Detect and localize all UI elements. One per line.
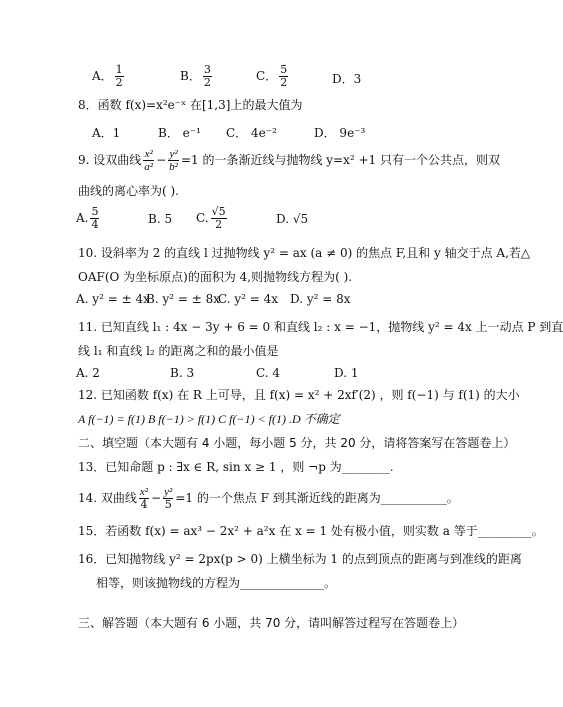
q13-text: 13．已知命题 p : ∃x ∈ R, sin x ≥ 1 ，则 ¬p 为________.	[78, 460, 394, 474]
fraction	[90, 206, 99, 231]
q14-suffix: =1 的一个焦点 F 到其渐近线的距离为___________。	[175, 491, 459, 505]
q9-line1: 9. 设双曲线 $\frac{\text{x²}}{\text{a²}}$ − $\frac{\text{y²}}{\text{b²}}$ =1 的一条渐近线与抛物线 y=x² +1 只有一个公共点，则双	[78, 148, 501, 173]
fraction	[139, 486, 149, 511]
q16-line2: 相等，则该抛物线的方程为______________。	[96, 576, 337, 590]
denominator: 4	[140, 498, 148, 511]
q10-line2: OAF(O 为坐标原点)的面积为 4,则抛物线方程为( ).	[78, 270, 353, 284]
denominator: 2	[280, 76, 288, 89]
denominator: 2	[215, 218, 223, 231]
option-label: C．	[256, 69, 278, 83]
q11-option-a: A. 2	[76, 366, 100, 380]
q9-option-c	[196, 206, 229, 231]
option-label: A．	[92, 69, 113, 83]
q7-option-c	[256, 64, 290, 89]
fraction	[279, 64, 288, 89]
q10-option-c: C. y² = 4x	[218, 292, 279, 306]
q8-option-c: C． 4e⁻²	[226, 126, 277, 140]
numerator: 1	[115, 63, 123, 76]
numerator: x²	[144, 148, 153, 160]
q8-option-b: B． e⁻¹	[158, 126, 201, 140]
denominator: b²	[169, 161, 178, 173]
denominator: a²	[144, 161, 154, 173]
denominator: 2	[203, 76, 211, 89]
q15-text: 15．若函数 f(x) = ax³ − 2x² + a²x 在 x = 1 处有极小值，则实数 a 等于_________。	[78, 524, 544, 538]
denominator: 4	[91, 218, 99, 231]
q11-line1: 11. 已知直线 l₁ : 4x − 3y + 6 = 0 和直线 l₂ : x = −1，抛物线 y² = 4x 上一动点 P 到直	[78, 320, 563, 334]
q9-option-d: D. √5	[276, 212, 309, 226]
q11-line2: 线 l₁ 和直线 l₂ 的距离之和的最小值是	[78, 344, 279, 358]
section-fill-in-title: 二、填空题（本大题有 4 小题，每小题 5 分，共 20 分，请将答案写在答题卷上）	[78, 436, 516, 450]
fraction	[143, 148, 154, 173]
numerator: 3	[203, 63, 211, 76]
fraction	[115, 64, 124, 89]
q12-line1: 12. 已知函数 f(x) 在 R 上可导，且 f(x) = x² + 2xf′(2) ，则 f(−1) 与 f(1) 的大小	[78, 388, 520, 402]
denominator: 5	[164, 498, 172, 511]
numerator: 5	[280, 63, 288, 76]
q10-option-b: B. y² = ± 8x	[146, 292, 220, 306]
q10-option-a: A. y² = ± 4x	[76, 292, 150, 306]
q9-suffix: =1 的一条渐近线与抛物线 y=x² +1 只有一个公共点，则双	[180, 153, 501, 167]
q9-prefix: 9. 设双曲线	[78, 153, 142, 167]
q11-option-b: B. 3	[170, 366, 195, 380]
q11-option-d: D. 1	[334, 366, 359, 380]
q7-option-a	[92, 64, 126, 89]
fraction	[211, 206, 227, 231]
denominator: 2	[115, 76, 123, 89]
q14-text: 14. 双曲线 $\frac{\text{x²}}{4}$ − $\frac{\text{y²}}{5}$ =1 的一个焦点 F 到其渐近线的距离为___________。	[78, 486, 459, 511]
q8-option-a: A．1	[92, 126, 121, 140]
q8-option-d: D． 9e⁻³	[314, 126, 366, 140]
q7-option-b	[180, 64, 214, 89]
fraction	[168, 148, 179, 173]
q10-line1: 10. 设斜率为 2 的直线 l 过抛物线 y² = ax (a ≠ 0) 的焦点 F,且和 y 轴交于点 A,若△	[78, 246, 531, 260]
option-label: A.	[76, 211, 89, 225]
fraction	[203, 64, 212, 89]
q12-options: A f(−1) = f(1) B f(−1) > f(1) C f(−1) < f(1) .D 不确定	[78, 412, 340, 426]
option-label: C.	[196, 211, 209, 225]
q11-option-c: C. 4	[256, 366, 281, 380]
q8-stem: 8．函数 f(x)=x²e⁻ˣ 在[1,3]上的最大值为	[78, 98, 303, 112]
numerator: y²	[164, 486, 173, 498]
section-answer-title: 三、解答题（本大题有 6 小题，共 70 分，请叫解答过程写在答题卷上）	[78, 616, 465, 630]
q7-option-d: D．3	[332, 72, 362, 86]
q16-line1: 16．已知抛物线 y² = 2px(p > 0) 上横坐标为 1 的点到顶点的距离与到准线的距离	[78, 552, 522, 566]
q9-option-a	[76, 206, 101, 231]
numerator: y²	[169, 148, 178, 160]
numerator: 5	[91, 205, 99, 218]
q10-option-d: D. y² = 8x	[290, 292, 351, 306]
q9-option-b: B. 5	[148, 212, 173, 226]
numerator: x²	[139, 486, 149, 498]
numerator: √5	[211, 205, 226, 218]
q14-prefix: 14. 双曲线	[78, 491, 137, 505]
q9-line2: 曲线的离心率为( ).	[78, 184, 179, 198]
option-label: B．	[180, 69, 201, 83]
fraction	[163, 486, 173, 511]
